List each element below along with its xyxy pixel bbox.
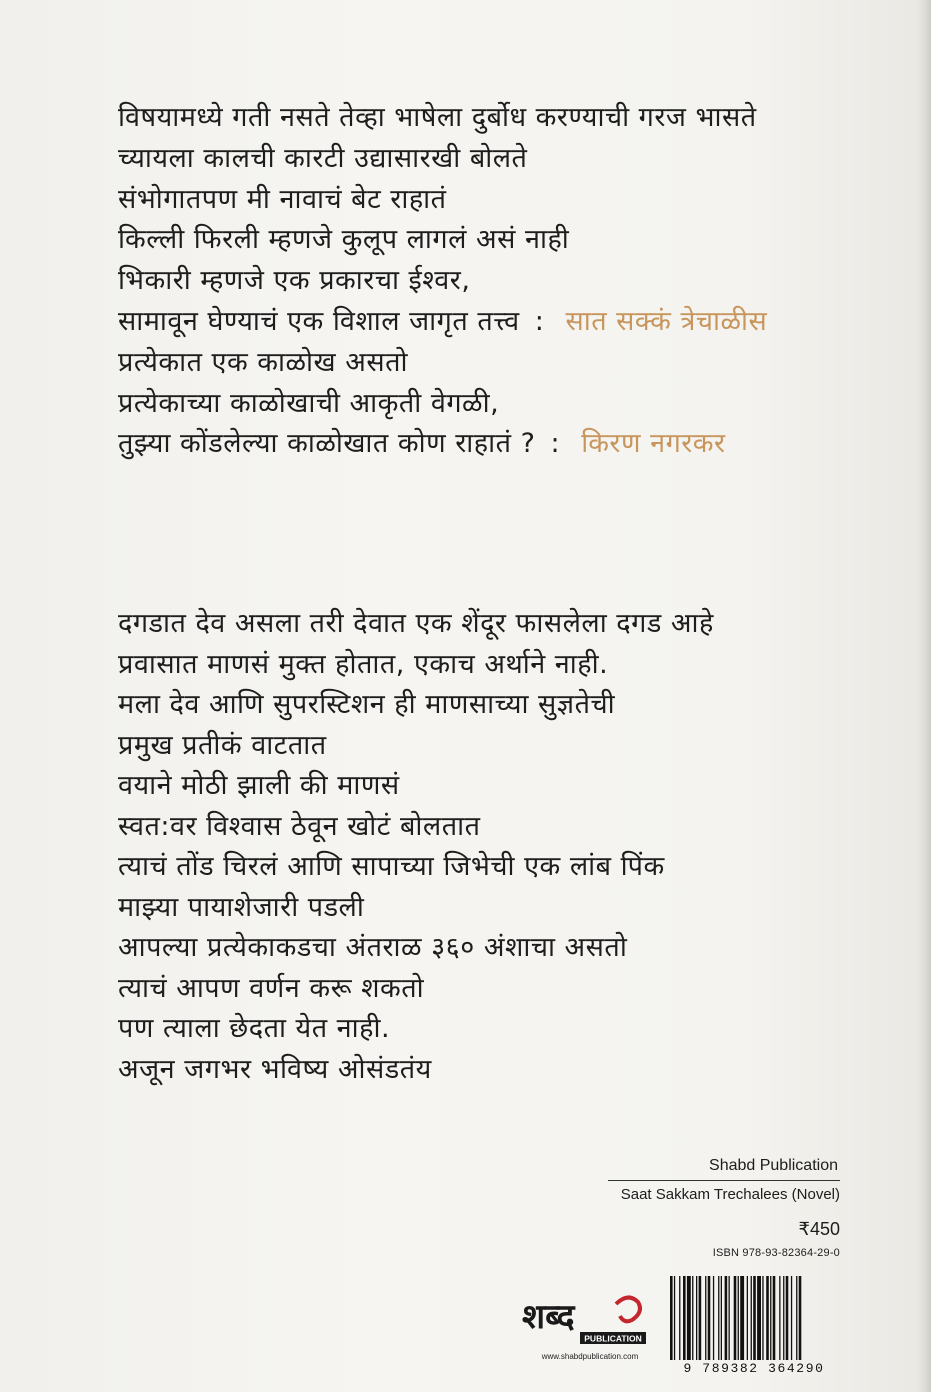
barcode-bar: [718, 1276, 719, 1360]
barcode-bar: [747, 1276, 748, 1360]
barcode-bar: [779, 1276, 780, 1360]
barcode-bar: [683, 1276, 686, 1360]
barcode-bar: [773, 1276, 776, 1360]
barcode-bar: [799, 1276, 802, 1360]
poem-line: त्याचं तोंड चिरलं आणि सापाच्या जिभेची एक लांब पिंक: [118, 851, 665, 882]
attribution-title: सात सक्कं त्रेचाळीस: [565, 305, 768, 337]
barcode: [668, 1276, 840, 1360]
poem-line: प्रत्येकात एक काळोख असतो: [118, 346, 408, 378]
barcode-bar: [692, 1276, 693, 1360]
barcode-bar: [796, 1276, 797, 1360]
barcode-bar: [670, 1276, 673, 1360]
attribution-separator: :: [550, 428, 561, 460]
barcode-bar: [721, 1276, 722, 1360]
poem-line-with-attribution: [118, 424, 878, 465]
poem-line: संभोगातपण मी नावाचं बेट राहातं: [118, 183, 447, 215]
poem-line: मला देव आणि सुपरस्टिशन ही माणसाच्या सुज्ञतेची: [118, 689, 616, 720]
poem-block-2: [118, 604, 878, 1090]
barcode-bar: [734, 1276, 737, 1360]
poem-line: च्यायला कालची कारटी उद्यासारखी बोलते: [118, 142, 528, 174]
price: ₹450: [798, 1219, 840, 1239]
barcode-bar: [786, 1276, 789, 1360]
poem-line: अजून जगभर भविष्य ओसंडतंय: [118, 1053, 432, 1085]
isbn: ISBN 978-93-82364-29-0: [712, 1247, 840, 1259]
barcode-bar: [740, 1276, 744, 1360]
logo-mark: शब्द: [522, 1297, 575, 1337]
book-title: Saat Sakkam Trechalees (Novel): [620, 1186, 840, 1203]
barcode-bar: [766, 1276, 769, 1360]
barcode-bar: [729, 1276, 730, 1360]
poem-line-text: तुझ्या कोंडलेल्या काळोखात कोण राहातं ?: [118, 428, 536, 460]
publisher-name: Shabd Publication: [709, 1157, 838, 1174]
barcode-bar: [708, 1276, 711, 1360]
poem-line: प्रवासात माणसं मुक्त होतात, एकाच अर्थाने नाही.: [118, 648, 609, 680]
poem-line: माझ्या पायाशेजारी पडली: [118, 891, 365, 923]
barcode-number: 9 789382 364290: [683, 1361, 825, 1376]
poem-line-text: सामावून घेण्याचं एक विशाल जागृत तत्त्व: [118, 305, 520, 337]
barcode-bar: [696, 1276, 697, 1360]
shabd-logo: [520, 1290, 650, 1350]
spine-shadow: [917, 0, 931, 1392]
poem-line: आपल्या प्रत्येकाकडचा अंतराळ ३६० अंशाचा असतो: [118, 932, 628, 963]
poem-line: त्याचं आपण वर्णन करू शकतो: [118, 972, 425, 1004]
barcode-bar: [783, 1276, 784, 1360]
attribution-separator: :: [534, 305, 545, 337]
poem-line: भिकारी म्हणजे एक प्रकारचा ईश्वर,: [118, 265, 471, 297]
poem-line: दगडात देव असला तरी देवात एक शेंदूर फासलेला दगड आहे: [118, 608, 714, 639]
poem-line: प्रमुख प्रतीकं वाटतात: [118, 729, 327, 761]
divider: [608, 1180, 840, 1181]
barcode-bar: [713, 1276, 714, 1360]
barcode-bar: [738, 1276, 739, 1360]
barcode-bar: [674, 1276, 675, 1360]
barcode-bar: [725, 1276, 728, 1360]
barcode-bar: [679, 1276, 680, 1360]
poem-line: स्वत:वर विश्वास ठेवून खोटं बोलतात: [118, 810, 481, 842]
barcode-bar: [757, 1276, 761, 1360]
barcode-bar: [687, 1276, 691, 1360]
poem-line: वयाने मोठी झाली की माणसं: [118, 770, 400, 801]
colophon: [600, 1155, 840, 1261]
poem-line: पण त्याला छेदता येत नाही.: [118, 1013, 391, 1044]
poem-line: प्रत्येकाच्या काळोखाची आकृती वेगळी,: [118, 387, 500, 419]
barcode-bar: [791, 1276, 792, 1360]
poem-line: विषयामध्ये गती नसते तेव्हा भाषेला दुर्बोध करण्याची गरज भासते: [118, 102, 757, 133]
poem-line-with-attribution: [118, 302, 878, 343]
logo-swirl-icon: [616, 1297, 640, 1321]
barcode-bar: [770, 1276, 771, 1360]
attribution-author: किरण नगरकर: [581, 428, 726, 460]
barcode-bar: [699, 1276, 702, 1360]
poem-line: किल्ली फिरली म्हणजे कुलूप लागलं असं नाही: [118, 224, 570, 256]
poem-block-1: [118, 98, 878, 465]
barcode-bar: [751, 1276, 752, 1360]
barcode-bar: [753, 1276, 756, 1360]
website-url: www.shabdpublication.com: [541, 1352, 639, 1361]
barcode-bar: [762, 1276, 763, 1360]
barcode-bar: [705, 1276, 706, 1360]
logo-tagline: PUBLICATION: [584, 1333, 642, 1344]
